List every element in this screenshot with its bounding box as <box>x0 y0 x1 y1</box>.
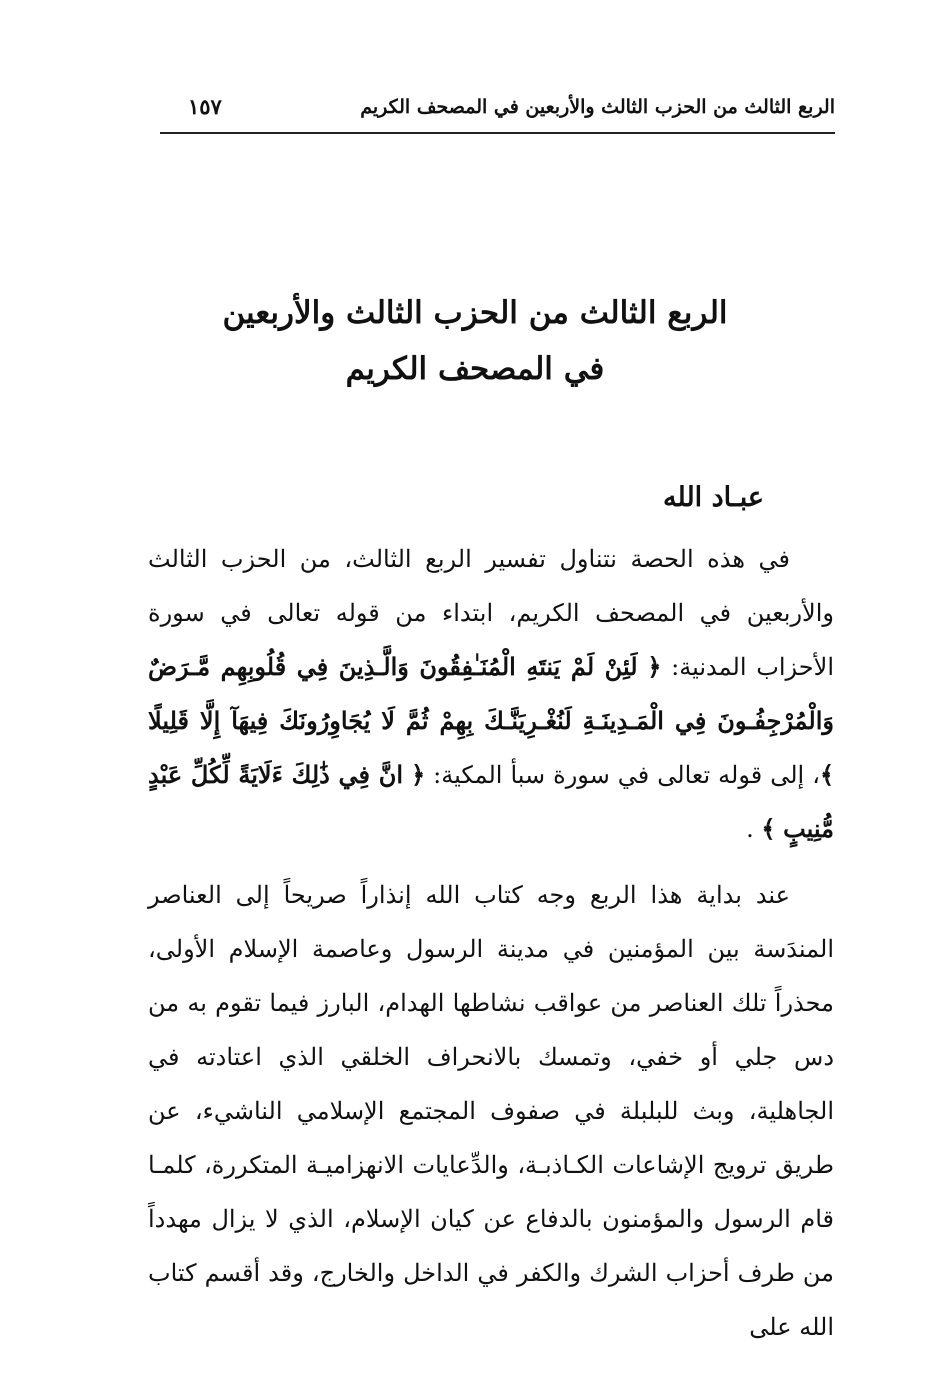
paragraph <box>148 532 834 856</box>
paragraph: عند بداية هذا الربع وجه كتاب الله إنذاراً صريحاً إلى العناصر المندَسة بين المؤمنين في مدينة الرسول وعاصمة الإسلام الأولى، محذراً تلك العناصر من عواقب نشاطها الهدام، البارز فيما تقوم به من دس جلي أو خفي، وتمسك بالانحراف الخلقي الذي اعتادته في الجاهلية، وبث للبلبلة في صفوف المجتمع الإسلامي الناشيء، عن طريق ترويج الإشاعات الكـاذبـة، والدِّعايات الانهزاميـة المتكررة، كلمـا قام الرسول والمؤمنون بالدفاع عن كيان الإسلام، الذي لا يزال مهدداً من طرف أحزاب الشرك والكفر في الداخل والخارج، وقد أقسم كتاب الله على <box>148 881 834 1341</box>
running-header <box>160 92 835 134</box>
paragraph-end: . <box>746 815 754 843</box>
body-text <box>148 532 834 1354</box>
running-title: الربع الثالث من الحزب الثالث والأربعين في المصحف الكريم <box>360 96 835 118</box>
quran-verse: لَئِنْ لَمْ يَنتَهِ الْمُنَـٰفِقُونَ وَالَّـذِينَ فِي قُلُوبِهِم مَّـرَضٌ وَالْمُرْجِفُـونَ فِي الْمَـدِينَـةِ لَنُغْـرِيَنَّـكَ بِهِمْ ثُمَّ لَا يُجَاوِرُونَكَ فِيهَآ إِلَّا قَلِيلًا <box>148 652 834 735</box>
quote-open-bracket: ﴿ <box>647 652 662 681</box>
page-number: ١٥٧ <box>188 94 222 119</box>
quote-close-bracket: ﴾ <box>819 760 835 789</box>
chapter-title-line-1: الربع الثالث من الحزب الثالث والأربعين <box>222 295 728 331</box>
paragraph-text: ، إلى قوله تعالى في سورة سبأ المكية: <box>433 761 820 789</box>
paragraph-text: في هذه الحصة نتناول تفسير الربع الثالث، من الحزب الثالث والأربعين في المصحف الكريم، ابتداء من قوله تعالى في سورة الأحزاب المدنية: <box>148 545 835 681</box>
chapter-title <box>150 285 800 397</box>
quote-close-bracket: ﴾ <box>761 814 776 843</box>
chapter-title-line-2: في المصحف الكريم <box>345 351 605 387</box>
quran-verse: انَّ فِي ذَٰلِكَ ءَلَايَةً لِّكُلِّ عَبْدٍ مُّنِيبٍ <box>148 760 834 843</box>
section-heading: عبـاد الله <box>663 482 764 513</box>
quote-open-bracket: ﴿ <box>411 760 426 789</box>
